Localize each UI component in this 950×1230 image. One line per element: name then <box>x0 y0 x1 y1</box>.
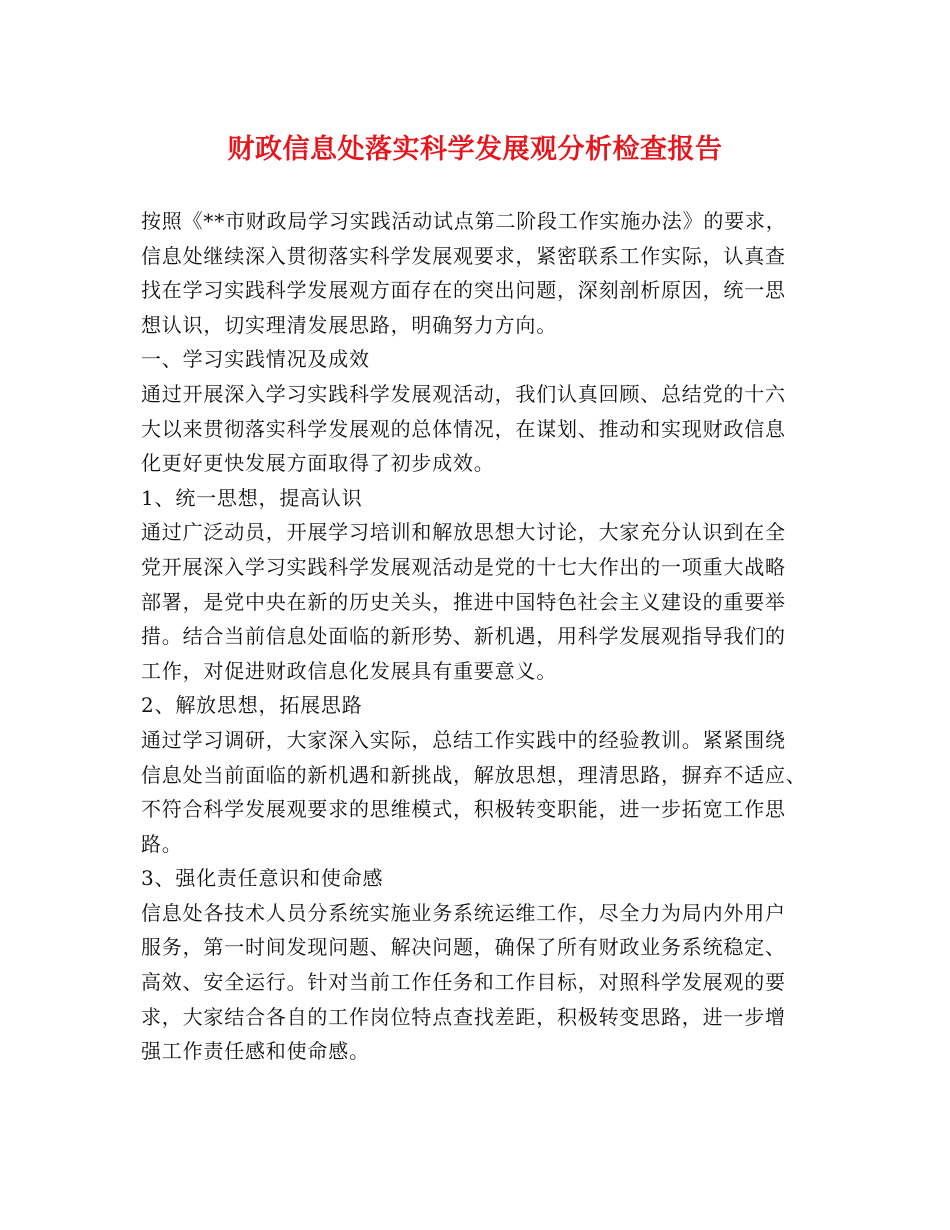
text-line: 部署，是党中央在新的历史关头，推进中国特色社会主义建设的重要举 <box>141 589 786 614</box>
text-line: 不符合科学发展观要求的思维模式，积极转变职能，进一步拓宽工作思 <box>141 797 786 822</box>
text-line: 路。 <box>141 831 183 856</box>
text-line: 信息处当前面临的新机遇和新挑战，解放思想，理清思路，摒弃不适应、 <box>141 762 807 787</box>
text-line: 求，大家结合各自的工作岗位特点查找差距，积极转变思路，进一步增 <box>141 1004 786 1029</box>
text-line: 信息处各技术人员分系统实施业务系统运维工作，尽全力为局内外用户 <box>141 900 786 925</box>
section-heading: 一、学习实践情况及成效 <box>141 347 370 372</box>
text-line: 大以来贯彻落实科学发展观的总体情况，在谋划、推动和实现财政信息 <box>141 416 786 441</box>
text-line: 信息处继续深入贯彻落实科学发展观要求，紧密联系工作实际，认真查 <box>141 243 786 268</box>
subsection-heading: 3、强化责任意识和使命感 <box>141 866 384 891</box>
document-title: 财政信息处落实科学发展观分析检查报告 <box>227 134 723 165</box>
text-line: 措。结合当前信息处面临的新形势、新机遇，用科学发展观指导我们的 <box>141 624 786 649</box>
text-line: 强工作责任感和使命感。 <box>141 1039 370 1064</box>
text-line: 化更好更快发展方面取得了初步成效。 <box>141 451 495 476</box>
text-line: 通过学习调研，大家深入实际，总结工作实践中的经验教训。紧紧围绕 <box>141 727 786 752</box>
text-line: 找在学习实践科学发展观方面存在的突出问题，深刻剖析原因，统一思 <box>141 278 786 303</box>
text-line: 党开展深入学习实践科学发展观活动是党的十七大作出的一项重大战略 <box>141 554 786 579</box>
text-line: 按照《**市财政局学习实践活动试点第二阶段工作实施办法》的要求， <box>141 209 787 233</box>
text-line: 通过开展深入学习实践科学发展观活动，我们认真回顾、总结党的十六 <box>141 381 786 406</box>
text-line: 服务，第一时间发现问题、解决问题，确保了所有财政业务系统稳定、 <box>141 935 786 960</box>
text-line: 通过广泛动员，开展学习培训和解放思想大讨论，大家充分认识到在全 <box>141 520 786 545</box>
text-line: 想认识，切实理清发展思路，明确努力方向。 <box>141 312 557 337</box>
document-body <box>141 204 841 1069</box>
subsection-heading: 1、统一思想，提高认识 <box>141 485 363 510</box>
subsection-heading: 2、解放思想，拓展思路 <box>141 693 363 718</box>
text-line: 工作，对促进财政信息化发展具有重要意义。 <box>141 658 557 683</box>
text-line: 高效、安全运行。针对当前工作任务和工作目标，对照科学发展观的要 <box>141 970 786 995</box>
